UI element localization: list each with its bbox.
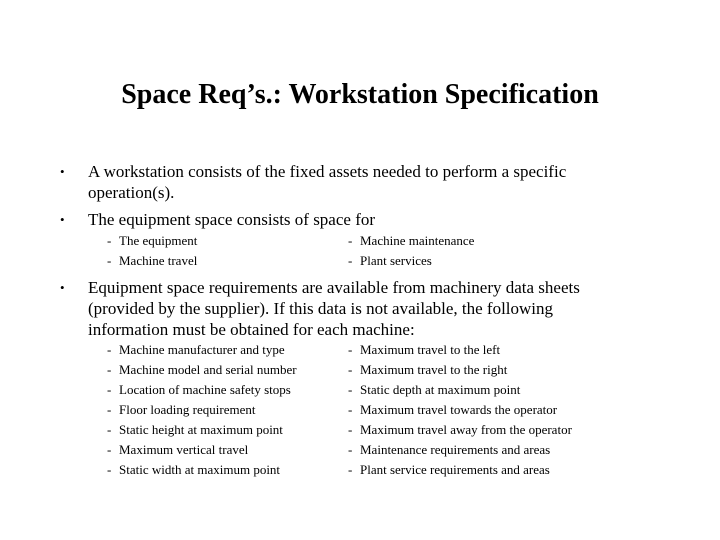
dash-icon: - — [107, 382, 112, 397]
bullet-text: The equipment space consists of space for — [88, 210, 376, 229]
machine-info-text: Maximum travel away from the operator — [360, 422, 572, 437]
machine-info-text: Static depth at maximum point — [360, 382, 521, 397]
sub-item-text: Machine travel — [119, 253, 198, 268]
machine-info-item — [107, 440, 248, 460]
bullet-icon: • — [60, 212, 65, 227]
machine-info-text: Location of machine safety stops — [119, 382, 291, 397]
machine-info-item — [107, 420, 283, 440]
dash-icon: - — [348, 402, 353, 417]
machine-info-item — [107, 460, 280, 480]
dash-icon: - — [107, 442, 112, 457]
bullet-text: A workstation consists of the fixed assets needed to perform a specific operation(s). — [88, 162, 567, 202]
sub-item-text: Machine maintenance — [360, 233, 475, 248]
machine-info-text: Static height at maximum point — [119, 422, 283, 437]
machine-info-text: Machine manufacturer and type — [119, 342, 285, 357]
dash-icon: - — [107, 402, 112, 417]
dash-icon: - — [107, 362, 112, 377]
machine-info-text: Maximum travel towards the operator — [360, 402, 558, 417]
machine-info-item — [348, 340, 500, 360]
dash-icon: - — [348, 342, 353, 357]
dash-icon: - — [107, 422, 112, 437]
dash-icon: - — [348, 462, 353, 477]
bullet-text: Equipment space requirements are available from machinery data sheets (provided by the supplier). If this data is not available, the following information must be obtained for each machine: — [88, 278, 580, 339]
machine-info-text: Maintenance requirements and areas — [360, 442, 551, 457]
machine-info-item — [348, 360, 507, 380]
bullet-icon: • — [60, 164, 65, 179]
dash-icon: - — [348, 253, 353, 268]
machine-info-text: Maximum vertical travel — [119, 442, 249, 457]
slide-title: Space Req’s.: Workstation Specification — [121, 79, 599, 110]
dash-icon: - — [348, 442, 353, 457]
machine-info-item — [348, 380, 520, 400]
machine-info-item — [107, 360, 297, 380]
machine-info-item — [348, 420, 572, 440]
dash-icon: - — [107, 253, 112, 268]
dash-icon: - — [348, 362, 353, 377]
dash-icon: - — [107, 342, 112, 357]
machine-info-item — [107, 340, 285, 360]
bullet-icon: • — [60, 280, 65, 295]
dash-icon: - — [348, 233, 353, 248]
sub-item — [107, 231, 197, 251]
machine-info-item — [348, 400, 557, 420]
sub-item — [348, 231, 474, 251]
sub-item — [107, 251, 197, 271]
dash-icon: - — [348, 382, 353, 397]
machine-info-text: Maximum travel to the right — [360, 362, 508, 377]
dash-icon: - — [107, 233, 112, 248]
machine-info-text: Static width at maximum point — [119, 462, 281, 477]
sub-item-text: Plant services — [360, 253, 432, 268]
machine-info-text: Floor loading requirement — [119, 402, 256, 417]
machine-info-item — [107, 400, 255, 420]
machine-info-text: Plant service requirements and areas — [360, 462, 550, 477]
sub-item — [348, 251, 432, 271]
machine-info-item — [348, 440, 550, 460]
dash-icon: - — [107, 462, 112, 477]
machine-info-text: Machine model and serial number — [119, 362, 297, 377]
machine-info-item — [107, 380, 291, 400]
dash-icon: - — [348, 422, 353, 437]
machine-info-item — [348, 460, 550, 480]
machine-info-text: Maximum travel to the left — [360, 342, 501, 357]
sub-item-text: The equipment — [119, 233, 198, 248]
